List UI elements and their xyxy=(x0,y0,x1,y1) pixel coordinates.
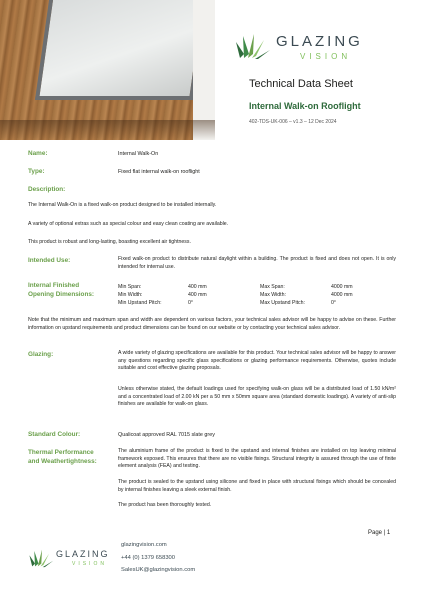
description-paragraph-1: The Internal Walk-On is a fixed walk-on product designed to be installed internally. xyxy=(28,202,217,208)
walk-on-glass-panel xyxy=(35,0,207,100)
thermal-label-line-1: Thermal Performance xyxy=(28,449,94,456)
product-title: Internal Walk-on Rooflight xyxy=(249,101,361,111)
document-reference: 402-TDS-UK-006 – v1.3 – 12 Dec 2024 xyxy=(249,119,337,125)
min-pitch-label: Min Upstand Pitch: xyxy=(118,300,162,306)
description-paragraph-2: A variety of optional extras such as special colour and easy clean coating are available. xyxy=(28,221,229,227)
page-number: Page | 1 xyxy=(368,530,391,536)
min-width-value: 400 mm xyxy=(188,292,207,298)
min-span-value: 400 mm xyxy=(188,284,207,290)
thermal-paragraph-2: The product is sealed to the upstand using silicone and fixed in place with structural fixings which should be concealed by internal finishes leaving a sleek external finish. xyxy=(118,479,396,493)
max-span-label: Max Span: xyxy=(260,284,285,290)
glazing-label: Glazing: xyxy=(28,351,54,358)
max-span-value: 4000 mm xyxy=(331,284,353,290)
max-pitch-label: Max Upstand Pitch: xyxy=(260,300,305,306)
dimensions-label-line-1: Internal Finished xyxy=(28,282,80,289)
description-paragraph-3: This product is robust and long-lasting, boasting excellent air tightness. xyxy=(28,239,191,245)
footer-logo-word: GLAZING xyxy=(56,549,110,559)
description-label: Description: xyxy=(28,186,66,193)
type-label: Type: xyxy=(28,168,45,175)
max-pitch-value: 0° xyxy=(331,300,336,306)
footer-logo-sub: VISION xyxy=(72,561,107,567)
thermal-label-line-2: and Weathertightness: xyxy=(28,458,97,465)
hero-image xyxy=(0,0,215,140)
document-title: Technical Data Sheet xyxy=(249,78,353,90)
max-width-label: Max Width: xyxy=(260,292,286,298)
standard-colour-value: Qualicoat approved RAL 7015 slate grey xyxy=(118,432,215,438)
thermal-paragraph-1: The aluminium frame of the product is fixed to the upstand and internal finishes are installed on top leaving minimal framework exposed. This ensures that there are no visible fixings. Structural integrity is assured through the use of finite element analysis (FEA) and testing. xyxy=(118,448,396,470)
min-pitch-value: 0° xyxy=(188,300,193,306)
logo-mark-icon xyxy=(234,32,274,60)
intended-use-value: Fixed walk-on product to distribute natural daylight within a building. The product is fixed and does not open. It is only intended for internal use. xyxy=(118,256,396,270)
logo-sub: VISION xyxy=(300,52,352,61)
dimensions-label-line-2: Opening Dimensions: xyxy=(28,291,95,298)
logo-word: GLAZING xyxy=(276,33,363,50)
standard-colour-label: Standard Colour: xyxy=(28,431,81,438)
min-width-label: Min Width: xyxy=(118,292,143,298)
min-span-label: Min Span: xyxy=(118,284,142,290)
glazing-paragraph-1: A wide variety of glazing specifications are available for this product. Your technical sales advisor will be happy to answer any questions regarding specific glass specifications or glazing performance requirements. Otherwise, quotes include suitable and cost effective glazing proposals. xyxy=(118,350,396,372)
name-value: Internal Walk-On xyxy=(118,151,159,157)
dimensions-note: Note that the minimum and maximum span and width are dependent on various factors, your technical sales advisor will be happy to advise on these. Further information on upstand requirements and product dimensions can be found on our website or by contacting your technical sales advisor. xyxy=(28,317,396,331)
footer-email-link[interactable]: SalesUK@glazingvision.com xyxy=(121,567,196,573)
footer-website-link[interactable]: glazingvision.com xyxy=(121,542,167,548)
intended-use-label: Intended Use: xyxy=(28,257,71,264)
footer-phone: +44 (0) 1379 658300 xyxy=(121,555,175,561)
max-width-value: 4000 mm xyxy=(331,292,353,298)
wall xyxy=(193,0,215,140)
thermal-paragraph-3: The product has been thoroughly tested. xyxy=(118,502,212,508)
name-label: Name: xyxy=(28,150,48,157)
type-value: Fixed flat internal walk-on rooflight xyxy=(118,169,200,175)
footer-logo-mark-icon xyxy=(28,548,56,568)
glazing-paragraph-2: Unless otherwise stated, the default loadings used for specifying walk-on glass will be a distributed load of 1.50 kN/m² and a concentrated load of 2.00 kN per a 50 mm x 50mm square area (standard domestic loadings). A variety of anti-slip finishes are available for walk-on glass. xyxy=(118,386,396,408)
